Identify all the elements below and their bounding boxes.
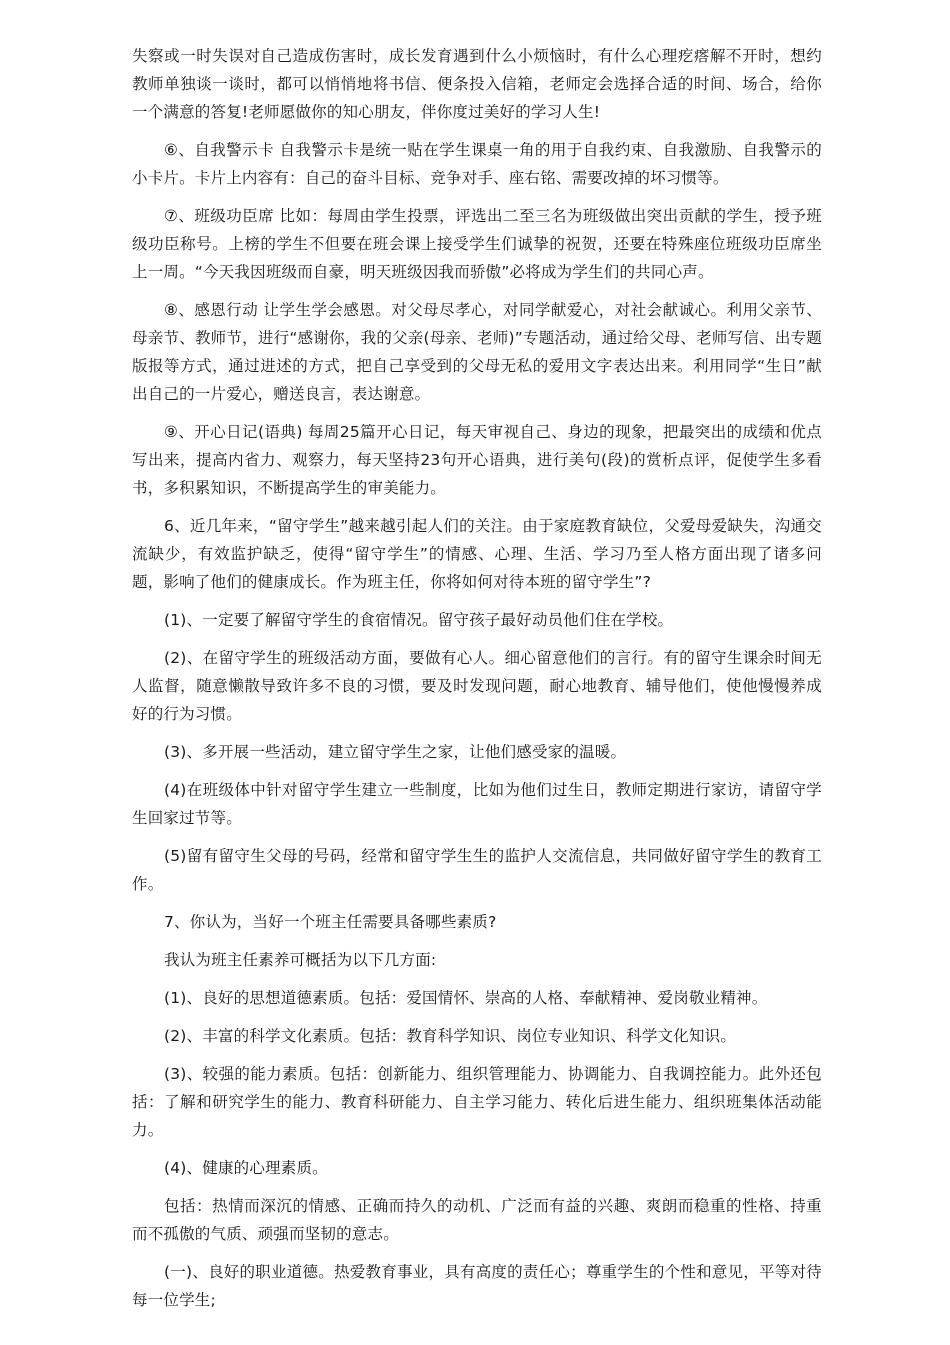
paragraph-professional-ethics: (一)、良好的职业道德。热爱教育事业，具有高度的责任心；尊重学生的个性和意见，平等对待每一位学生;: [132, 1263, 822, 1309]
paragraph-answer-6-5: (5)留有留守生父母的号码，经常和留守学生生的监护人交流信息，共同做好留守学生的教育工作。: [132, 847, 822, 893]
paragraph-gratitude-action: ⑧、感恩行动 让学生学会感恩。对父母尽孝心，对同学献爱心，对社会献诚心。利用父亲节、母亲节、教师节，进行“感谢你，我的父亲(母亲、老师)”专题活动，通过给父母、老师写信、出专题版报等方式，通过进述的方式，把自己享受到的父母无私的爱用文字表达出来。利用同学“生日”献出自己的一片爱心，赠送良言，表达谢意。: [132, 301, 822, 403]
paragraph-answer-7-2: (2)、丰富的科学文化素质。包括：教育科学知识、岗位专业知识、科学文化知识。: [164, 1027, 737, 1045]
document-page: [132, 42, 822, 1324]
paragraph-class-merit-seat: ⑦、班级功臣席 比如：每周由学生投票，评选出二至三名为班级做出突出贡献的学生，授予班级功臣称号。上榜的学生不但要在班会课上接受学生们诚挚的祝贺，还要在特殊座位班级功臣席坐上一周。“今天我因班级而自豪，明天班级因我而骄傲”必将成为学生们的共同心声。: [132, 207, 822, 281]
paragraph-question-7: 7、你认为，当好一个班主任需要具备哪些素质?: [164, 913, 497, 931]
paragraph-question-6: 6、近几年来，“留守学生”越来越引起人们的关注。由于家庭教育缺位，父爱母爱缺失，沟通交流缺少，有效监护缺乏，使得“留守学生”的情感、心理、生活、学习乃至人格方面出现了诸多问题，影响了他们的健康成长。作为班主任，你将如何对待本班的留守学生”?: [132, 517, 822, 591]
paragraph-continuation: 失察或一时失误对自己造成伤害时，成长发育遇到什么小烦恼时，有什么心理疙瘩解不开时，想约教师单独谈一谈时，都可以悄悄地将书信、便条投入信箱，老师定会选择合适的时间、场合，给你一个满意的答复!老师愿做你的知心朋友，伴你度过美好的学习人生!: [132, 47, 822, 121]
paragraph-answer-7-4: (4)、健康的心理素质。: [164, 1159, 328, 1177]
paragraph-answer-6-2: (2)、在留守学生的班级活动方面，要做有心人。细心留意他们的言行。有的留守生课余时间无人监督，随意懒散导致许多不良的习惯，要及时发现问题，耐心地教育、辅导他们，使他慢慢养成好的行为习惯。: [132, 649, 822, 723]
paragraph-answer-6-4: (4)在班级体中针对留守学生建立一些制度，比如为他们过生日，教师定期进行家访，请留守学生回家过节等。: [132, 781, 822, 827]
paragraph-answer-6-1: (1)、一定要了解留守学生的食宿情况。留守孩子最好动员他们住在学校。: [164, 611, 674, 629]
paragraph-warning-card: ⑥、自我警示卡 自我警示卡是统一贴在学生课桌一角的用于自我约束、自我激励、自我警示的小卡片。卡片上内容有：自己的奋斗目标、竞争对手、座右铭、需要改掉的坏习惯等。: [132, 141, 822, 187]
paragraph-answer-7-1: (1)、良好的思想道德素质。包括：爱国情怀、崇高的人格、奉献精神、爱岗敬业精神。: [164, 989, 768, 1007]
paragraph-answer-7-4-detail: 包括：热情而深沉的情感、正确而持久的动机、广泛而有益的兴趣、爽朗而稳重的性格、持重而不孤傲的气质、顽强而坚韧的意志。: [132, 1197, 822, 1243]
paragraph-answer-7-3: (3)、较强的能力素质。包括：创新能力、组织管理能力、协调能力、自我调控能力。此外还包括：了解和研究学生的能力、教育科研能力、自主学习能力、转化后进生能力、组织班集体活动能力。: [132, 1065, 822, 1139]
paragraph-answer-7-intro: 我认为班主任素养可概括为以下几方面:: [164, 951, 437, 969]
paragraph-happy-diary: ⑨、开心日记(语典) 每周25篇开心日记，每天审视自己、身边的现象，把最突出的成绩和优点写出来，提高内省力、观察力，每天坚持23句开心语典，进行美句(段)的赏析点评，促使学生多看书，多积累知识，不断提高学生的审美能力。: [132, 423, 822, 497]
paragraph-answer-6-3: (3)、多开展一些活动，建立留守学生之家，让他们感受家的温暖。: [164, 743, 627, 761]
